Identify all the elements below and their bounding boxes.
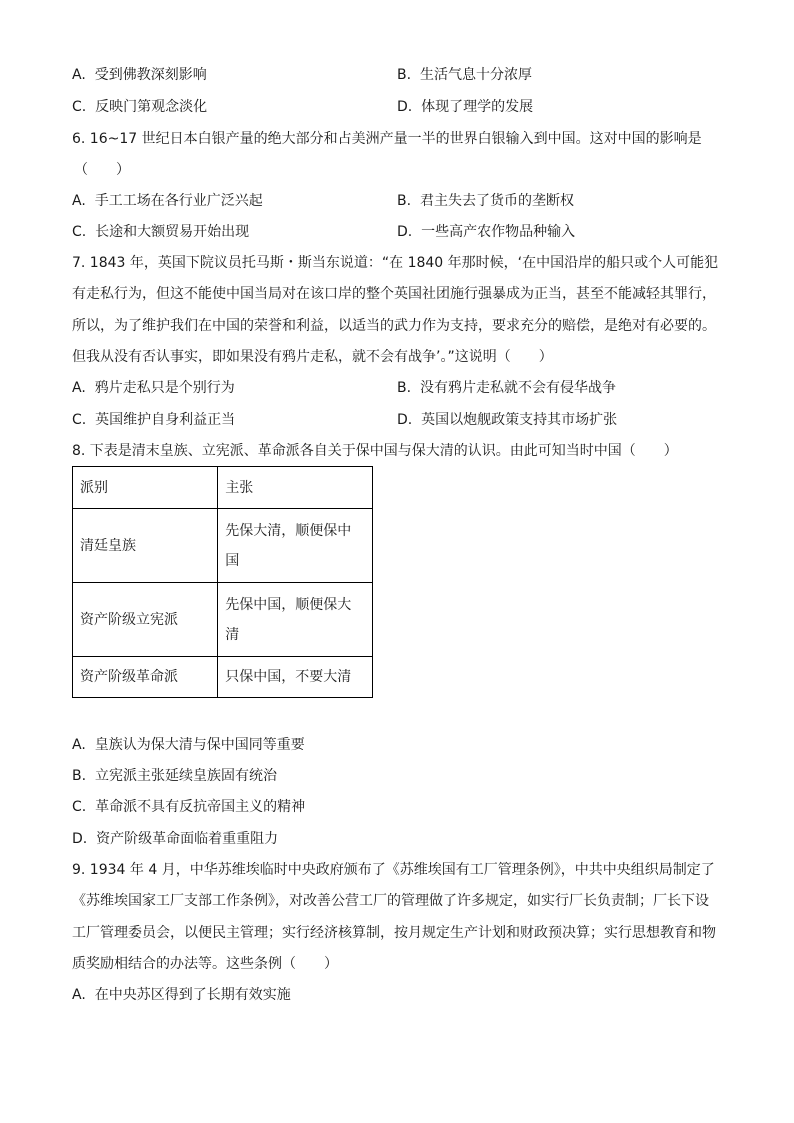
- q7-stem-line-2: 有走私行为，但这不能使中国当局对在该口岸的整个英国社团施行强暴成为正当，甚至不能减轻其罪行，: [72, 286, 716, 302]
- option-text: 鸦片走私只是个别行为: [94, 380, 235, 396]
- q6-stem-line-2: （ ）: [74, 162, 130, 178]
- table-row: [73, 657, 373, 698]
- table-cell-claim: [218, 509, 373, 583]
- q7-option-a: A. 鸦片走私只是个别行为: [72, 380, 235, 396]
- claim-line: 清: [225, 626, 240, 643]
- option-key: C: [72, 224, 82, 240]
- option-key: A: [72, 193, 82, 209]
- option-key: A: [72, 737, 82, 753]
- q7-option-c: C. 英国维护自身利益正当: [72, 412, 236, 428]
- option-text: 生活气息十分浓厚: [419, 67, 532, 83]
- table-cell-faction: 资产阶级立宪派: [73, 583, 218, 657]
- option-text: 立宪派主张延续皇族固有统治: [94, 768, 277, 784]
- option-text: 皇族认为保大清与保中国同等重要: [94, 737, 305, 753]
- option-key: C: [72, 99, 82, 115]
- option-key: C: [72, 412, 82, 428]
- table-row: [73, 583, 373, 657]
- table-cell-claim: [218, 583, 373, 657]
- table-row: [73, 509, 373, 583]
- q8-option-b: B. 立宪派主张延续皇族固有统治: [72, 768, 277, 784]
- table-cell-faction: 清廷皇族: [73, 509, 218, 583]
- option-text: 体现了理学的发展: [421, 99, 534, 115]
- option-key: D: [72, 831, 83, 847]
- table-header-faction: 派别: [73, 467, 218, 509]
- q6-option-a: A. 手工工场在各行业广泛兴起: [72, 193, 263, 209]
- option-key: B: [397, 193, 407, 209]
- q9-option-a: A. 在中央苏区得到了长期有效实施: [72, 987, 291, 1003]
- option-text: 一些高产农作物品种输入: [421, 224, 576, 240]
- option-key: A: [72, 380, 82, 396]
- q9-stem-line-3: 工厂管理委员会，以便民主管理；实行经济核算制，按月规定生产计划和财政预决算；实行思想教育和物: [72, 925, 716, 941]
- table-header-claim: 主张: [218, 467, 373, 509]
- option-text: 英国维护自身利益正当: [95, 412, 236, 428]
- table-header-row: [73, 467, 373, 509]
- option-key: C: [72, 799, 82, 815]
- table-cell-claim: 只保中国，不要大清: [218, 657, 373, 698]
- option-text: 受到佛教深刻影响: [94, 67, 207, 83]
- option-text: 资产阶级革命面临着重重阻力: [96, 831, 279, 847]
- option-key: A: [72, 67, 82, 83]
- q7-stem-line-4: 但我从没有否认事实，即如果没有鸦片走私，就不会有战争’。”这说明（ ）: [72, 349, 553, 365]
- option-key: D: [397, 99, 408, 115]
- q8-stem: 8. 下表是清末皇族、立宪派、革命派各自关于保中国与保大清的认识。由此可知当时中国（ ）: [72, 443, 678, 459]
- q5-option-c: C. 反映门第观念淡化: [72, 99, 208, 115]
- option-key: B: [397, 67, 407, 83]
- q7-stem-line-1: 7. 1843 年，英国下院议员托马斯・斯当东说道：“在 1840 年那时候，‘在中国沿岸的船只或个人可能犯: [72, 255, 719, 271]
- option-text: 英国以炮舰政策支持其市场扩张: [421, 412, 618, 428]
- option-text: 没有鸦片走私就不会有侵华战争: [419, 380, 616, 396]
- q9-stem-line-2: 《苏维埃国家工厂支部工作条例》，对改善公营工厂的管理做了许多规定，如实行厂长负责制；厂长下设: [72, 893, 709, 909]
- q5-option-b: B. 生活气息十分浓厚: [397, 67, 532, 83]
- option-text: 反映门第观念淡化: [95, 99, 208, 115]
- q5-option-d: D. 体现了理学的发展: [397, 99, 534, 115]
- q6-option-c: C. 长途和大额贸易开始出现: [72, 224, 250, 240]
- q8-table: [72, 466, 373, 698]
- option-key: D: [397, 224, 408, 240]
- q9-stem-line-4: 质奖励相结合的办法等。这些条例（ ）: [72, 956, 338, 972]
- q8-option-a: A. 皇族认为保大清与保中国同等重要: [72, 737, 305, 753]
- q7-stem-line-3: 所以，为了维护我们在中国的荣誉和利益，以适当的武力作为支持，要求充分的赔偿，是绝对有必要的。: [72, 318, 716, 334]
- option-text: 革命派不具有反抗帝国主义的精神: [95, 799, 306, 815]
- q8-option-c: C. 革命派不具有反抗帝国主义的精神: [72, 799, 306, 815]
- option-text: 在中央苏区得到了长期有效实施: [94, 987, 291, 1003]
- q6-option-d: D. 一些高产农作物品种输入: [397, 224, 576, 240]
- option-key: A: [72, 987, 82, 1003]
- table-cell-faction: 资产阶级革命派: [73, 657, 218, 698]
- option-key: D: [397, 412, 408, 428]
- option-key: B: [397, 380, 407, 396]
- q7-option-b: B. 没有鸦片走私就不会有侵华战争: [397, 380, 616, 396]
- claim-line: 先保中国，顺便保大: [225, 596, 352, 613]
- option-text: 君主失去了货币的垄断权: [419, 193, 574, 209]
- q5-option-a: A. 受到佛教深刻影响: [72, 67, 207, 83]
- q8-option-d: D. 资产阶级革命面临着重重阻力: [72, 831, 279, 847]
- claim-line: 国: [225, 552, 240, 569]
- q6-stem-line-1: 6. 16~17 世纪日本白银产量的绝大部分和占美洲产量一半的世界白银输入到中国。这对中国的影响是: [72, 131, 702, 147]
- q9-stem-line-1: 9. 1934 年 4 月，中华苏维埃临时中央政府颁布了《苏维埃国有工厂管理条例》，中共中央组织局制定了: [72, 862, 715, 878]
- option-key: B: [72, 768, 82, 784]
- option-text: 长途和大额贸易开始出现: [95, 224, 250, 240]
- option-text: 手工工场在各行业广泛兴起: [94, 193, 263, 209]
- claim-line: 先保大清，顺便保中: [225, 522, 352, 539]
- q6-option-b: B. 君主失去了货币的垄断权: [397, 193, 574, 209]
- q7-option-d: D. 英国以炮舰政策支持其市场扩张: [397, 412, 618, 428]
